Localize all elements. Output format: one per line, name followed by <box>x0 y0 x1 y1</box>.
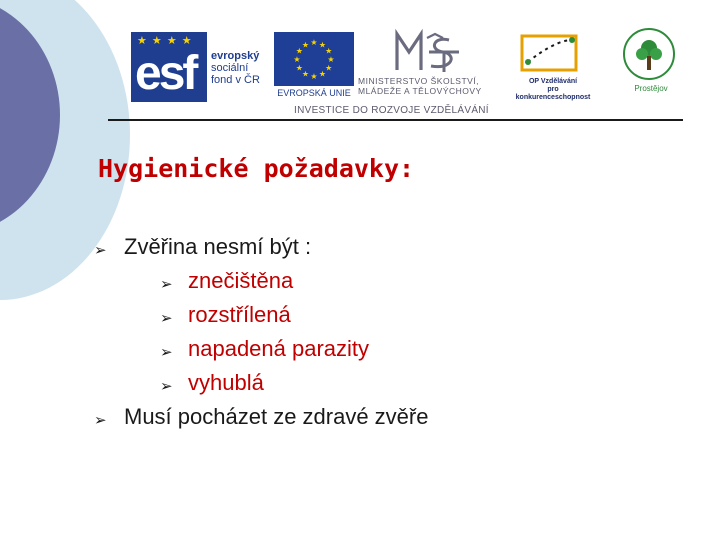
eu-star-icon: ★ <box>325 46 333 56</box>
msmt-logo <box>358 28 498 103</box>
eu-star-icon: ★ <box>318 40 327 50</box>
eu-star-icon: ★ <box>310 72 318 81</box>
list-item-text: Musí pocházet ze zdravé zvěře <box>124 404 429 429</box>
eu-star-icon: ★ <box>295 46 303 56</box>
eu-star-icon: ★ <box>327 55 335 64</box>
eu-star-icon: ★ <box>295 63 303 73</box>
banner-tagline: INVESTICE DO ROZVOJE VZDĚLÁVÁNÍ <box>294 105 489 116</box>
eu-logo <box>274 32 354 102</box>
eu-star-icon: ★ <box>293 55 301 64</box>
sub-item-text: rozstřílená <box>188 302 291 327</box>
msmt-line-1: MINISTERSTVO ŠKOLSTVÍ, <box>358 76 480 86</box>
bullet-arrow-icon: ➢ <box>160 276 173 293</box>
bullet-arrow-icon: ➢ <box>160 378 173 395</box>
sub-item-text: vyhublá <box>188 370 264 395</box>
list-item-text: Zvěřina nesmí být : <box>124 234 312 259</box>
op-line-2: pro konkurenceschopnost <box>515 86 591 101</box>
op-frame-icon <box>514 32 592 76</box>
esf-line-2: sociální <box>211 62 249 74</box>
tree-icon <box>633 38 665 74</box>
page-title: Hygienické požadavky: <box>98 154 415 183</box>
bullet-arrow-icon: ➢ <box>160 310 173 327</box>
bullet-arrow-icon: ➢ <box>94 412 107 429</box>
esf-logo <box>131 32 269 102</box>
op-logo <box>514 32 592 102</box>
school-label: Prostějov <box>634 84 668 93</box>
op-line-1: OP Vzdělávání <box>528 78 578 85</box>
esf-logo-letters: esf <box>135 47 196 100</box>
esf-line-3: fond v ČR <box>211 74 260 86</box>
bullet-arrow-icon: ➢ <box>160 344 173 361</box>
bullet-arrow-icon: ➢ <box>94 242 107 259</box>
msmt-monogram-icon <box>393 28 463 74</box>
eu-star-icon: ★ <box>301 40 310 50</box>
eu-star-icon: ★ <box>301 69 310 79</box>
eu-label: EVROPSKÁ UNIE <box>277 88 351 98</box>
sub-item-text: napadená parazity <box>188 336 370 361</box>
eu-star-icon: ★ <box>318 69 327 79</box>
logo-banner <box>128 26 684 121</box>
school-logo <box>621 26 681 98</box>
eu-star-icon: ★ <box>325 63 333 73</box>
msmt-line-2: MLÁDEŽE A TĚLOVÝCHOVY <box>358 86 482 96</box>
eu-flag-icon <box>274 32 354 86</box>
sub-item-text: znečištěna <box>188 268 294 293</box>
eu-star-icon: ★ <box>310 38 318 47</box>
esf-stars-icon: ★ ★ ★ ★ <box>137 35 193 47</box>
banner-divider <box>108 119 683 121</box>
esf-line-1: evropský <box>211 50 260 62</box>
